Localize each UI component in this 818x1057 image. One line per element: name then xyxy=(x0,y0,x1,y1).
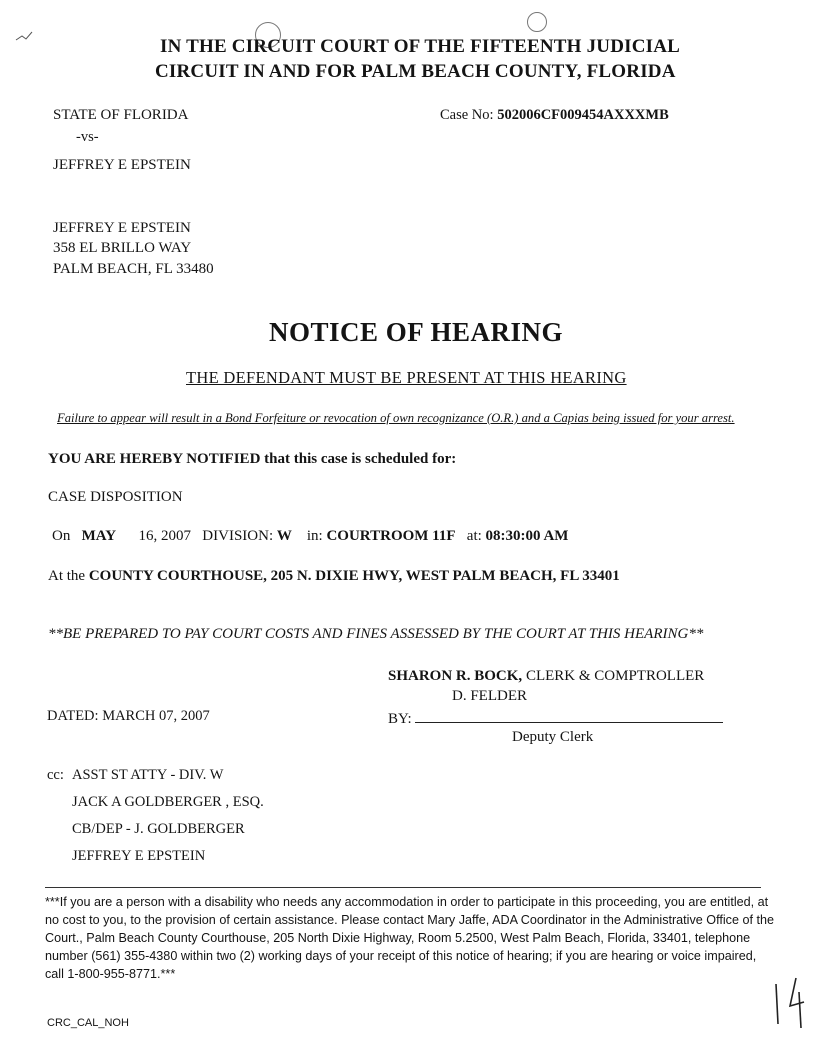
failure-warning: Failure to appear will result in a Bond Forfeiture or revocation of own recognizance (O.R.) and a Capias being issued for your arrest. xyxy=(57,411,735,425)
cc-item: ASST ST ATTY - DIV. W xyxy=(72,767,224,783)
court-line-1: IN THE CIRCUIT COURT OF THE FIFTEENTH JUDICIAL xyxy=(160,36,681,57)
clerk-name xyxy=(388,668,704,685)
dated-value: MARCH 07, 2007 xyxy=(102,708,210,724)
dated-line xyxy=(47,708,210,725)
defendant: JEFFREY E EPSTEIN xyxy=(53,157,191,173)
signature-line xyxy=(388,708,723,728)
case-number-value: 502006CF009454AXXXMB xyxy=(497,107,669,123)
notified-line: YOU ARE HEREBY NOTIFIED that this case is scheduled for: xyxy=(48,451,457,467)
division-label: DIVISION: xyxy=(202,528,274,544)
deputy-name: D. FELDER xyxy=(452,688,527,704)
hearing-day-year: 16, 2007 xyxy=(138,528,192,544)
dated-label: DATED: xyxy=(47,708,99,724)
hearing-location xyxy=(48,568,620,585)
stamp-mark-small xyxy=(527,12,547,32)
on-label: On xyxy=(52,528,71,544)
signature-underline xyxy=(415,708,723,723)
prepared-notice: **BE PREPARED TO PAY COURT COSTS AND FINES ASSESSED BY THE COURT AT THIS HEARING** xyxy=(48,626,704,642)
by-label: BY: xyxy=(388,711,412,727)
in-label: in: xyxy=(306,528,323,544)
at-label: at: xyxy=(466,528,482,544)
hearing-month: MAY xyxy=(81,528,117,544)
scan-mark xyxy=(14,28,36,46)
cc-item: JEFFREY E EPSTEIN xyxy=(72,848,206,864)
handwritten-mark xyxy=(768,972,808,1032)
location-label: At the xyxy=(48,568,86,584)
deputy-title: Deputy Clerk xyxy=(512,729,594,745)
courtroom: COURTROOM 11F xyxy=(326,528,456,544)
address-street: 358 EL BRILLO WAY xyxy=(53,240,192,256)
clerk-title: CLERK & COMPTROLLER xyxy=(525,668,705,684)
division-value: W xyxy=(276,528,292,544)
court-line-2: CIRCUIT IN AND FOR PALM BEACH COUNTY, FLORIDA xyxy=(155,61,676,82)
clerk-name-value: SHARON R. BOCK, xyxy=(388,668,523,684)
hearing-time: 08:30:00 AM xyxy=(485,528,569,544)
notice-title: NOTICE OF HEARING xyxy=(269,317,564,347)
hearing-details xyxy=(52,528,568,545)
cc-item: CB/DEP - J. GOLDBERGER xyxy=(72,821,245,837)
address-name: JEFFREY E EPSTEIN xyxy=(53,220,191,236)
footnote-divider xyxy=(45,887,761,888)
location-value: COUNTY COURTHOUSE, 205 N. DIXIE HWY, WEST PALM BEACH, FL 33401 xyxy=(88,568,620,584)
case-number-label: Case No: xyxy=(440,107,494,123)
notice-subtitle: THE DEFENDANT MUST BE PRESENT AT THIS HEARING xyxy=(186,368,627,387)
ada-footnote: ***If you are a person with a disability who needs any accommodation in order to participate in this proceeding, you are entitled, at no cost to you, to the provision of certain assistance. Please contact Mary Jaffe, ADA Coordinator in the Administrative Office of the Court., Palm Beach County Courthouse, 205 North Dixie Highway, Room 5.2500, West Palm Beach, Florida, 33401, telephone number (561) 355-4380 within two (2) working days of your receipt of this notice of hearing; if you are hearing or voice impaired, call 1-800-955-8771.*** xyxy=(45,895,774,981)
cc-item: JACK A GOLDBERGER , ESQ. xyxy=(72,794,264,810)
case-number xyxy=(440,107,669,124)
form-code: CRC_CAL_NOH xyxy=(47,1017,129,1029)
cc-label: cc: xyxy=(47,767,64,783)
versus: -vs- xyxy=(76,129,99,145)
plaintiff: STATE OF FLORIDA xyxy=(53,107,189,123)
hearing-type: CASE DISPOSITION xyxy=(48,489,183,505)
address-city: PALM BEACH, FL 33480 xyxy=(53,261,214,277)
